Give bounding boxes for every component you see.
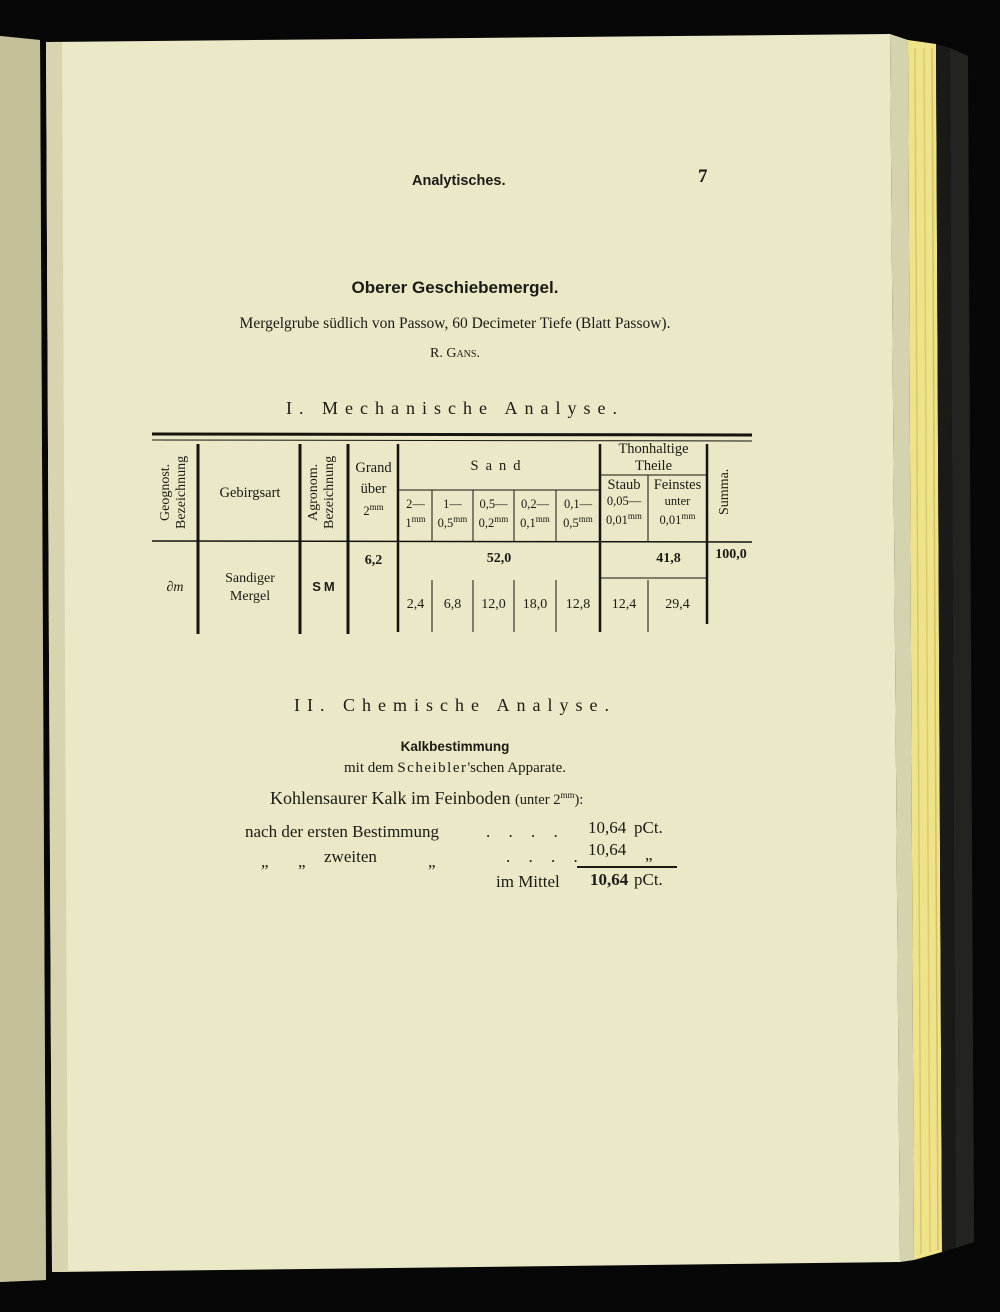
- header-gebirgsart: Gebirgsart: [219, 485, 281, 501]
- header-agronom: Agronom. Bezeichnung: [306, 455, 337, 529]
- cell-sand-total: 52,0: [486, 551, 512, 566]
- header-grand: Grand über $2^{mm}$: [355, 460, 392, 519]
- sum-rule: [577, 866, 677, 868]
- header-sand-fraction: 2— $1^{mm}$: [405, 497, 426, 531]
- cell-sand-value: 18,0: [522, 597, 548, 612]
- chemical-analysis-heading: II. Chemische Analyse.: [294, 695, 616, 715]
- cell-sand-value: 12,8: [565, 597, 591, 612]
- first-determination-unit: pCt.: [634, 818, 663, 837]
- header-sand-fraction: 0,2— $0,1^{mm}$: [520, 497, 550, 531]
- cell-sand-value: 12,0: [481, 597, 506, 612]
- second-determination-unit: „: [645, 845, 653, 864]
- ditto-mark: „: [428, 852, 436, 871]
- second-determination-label: zweiten: [324, 847, 377, 866]
- second-determination-value: 10,64: [588, 840, 627, 859]
- header-thonhaltige: Thonhaltige Theile: [618, 441, 689, 474]
- cell-thon-total: 41,8: [656, 551, 681, 566]
- cell-summa: 100,0: [715, 547, 747, 562]
- ditto-mark: „: [261, 852, 269, 871]
- header-summa: Summa.: [717, 468, 732, 516]
- cell-thon-value: 12,4: [611, 597, 637, 612]
- cell-sand-value: 2,4: [406, 597, 425, 612]
- kalk-label-line: Kohlensaurer Kalk im Feinboden (unter $2^{mm}$):: [270, 788, 584, 808]
- mean-value: 10,64: [590, 870, 629, 889]
- mean-label: im Mittel: [496, 872, 560, 891]
- cell-thon-value: 29,4: [665, 597, 690, 612]
- cell-grand: 6,2: [364, 553, 383, 568]
- section-title: Oberer Geschiebemergel.: [351, 278, 559, 297]
- cell-gebirgsart: Sandiger Mergel: [225, 571, 275, 604]
- second-determination-dots: . . . .: [506, 847, 585, 866]
- cell-geognost: ∂m: [166, 580, 184, 595]
- mechanical-analysis-heading: I. Mechanische Analyse.: [286, 398, 624, 418]
- analyst-name: R. Gans.: [430, 346, 480, 361]
- header-sand: Sand: [470, 458, 528, 474]
- header-sand-fraction: 1— $0,5^{mm}$: [437, 497, 468, 531]
- kalkbestimmung-heading: Kalkbestimmung: [400, 739, 510, 754]
- first-determination-dots: . . . .: [486, 822, 565, 841]
- header-feinstes: Feinstes unter $0,01^{mm}$: [653, 477, 702, 528]
- first-determination-value: 10,64: [588, 818, 627, 837]
- header-geognost: Geognost. Bezeichnung: [158, 455, 189, 529]
- page-number: 7: [698, 166, 708, 187]
- cell-sand-value: 6,8: [443, 597, 462, 612]
- method-line: mit dem Scheibler'schen Apparate.: [344, 760, 566, 776]
- header-sand-fraction: 0,1— $0,5^{mm}$: [563, 497, 593, 531]
- header-staub: Staub 0,05— $0,01^{mm}$: [606, 477, 642, 528]
- header-sand-fraction: 0,5— $0,2^{mm}$: [478, 497, 509, 531]
- first-determination-label: nach der ersten Bestimmung: [245, 822, 440, 841]
- running-title: Analytisches.: [412, 173, 506, 189]
- mean-unit: pCt.: [634, 870, 663, 889]
- location-line: Mergelgrube südlich von Passow, 60 Decimeter Tiefe (Blatt Passow).: [239, 315, 671, 332]
- ditto-mark: „: [298, 852, 306, 871]
- cell-agronom: SM: [312, 579, 338, 594]
